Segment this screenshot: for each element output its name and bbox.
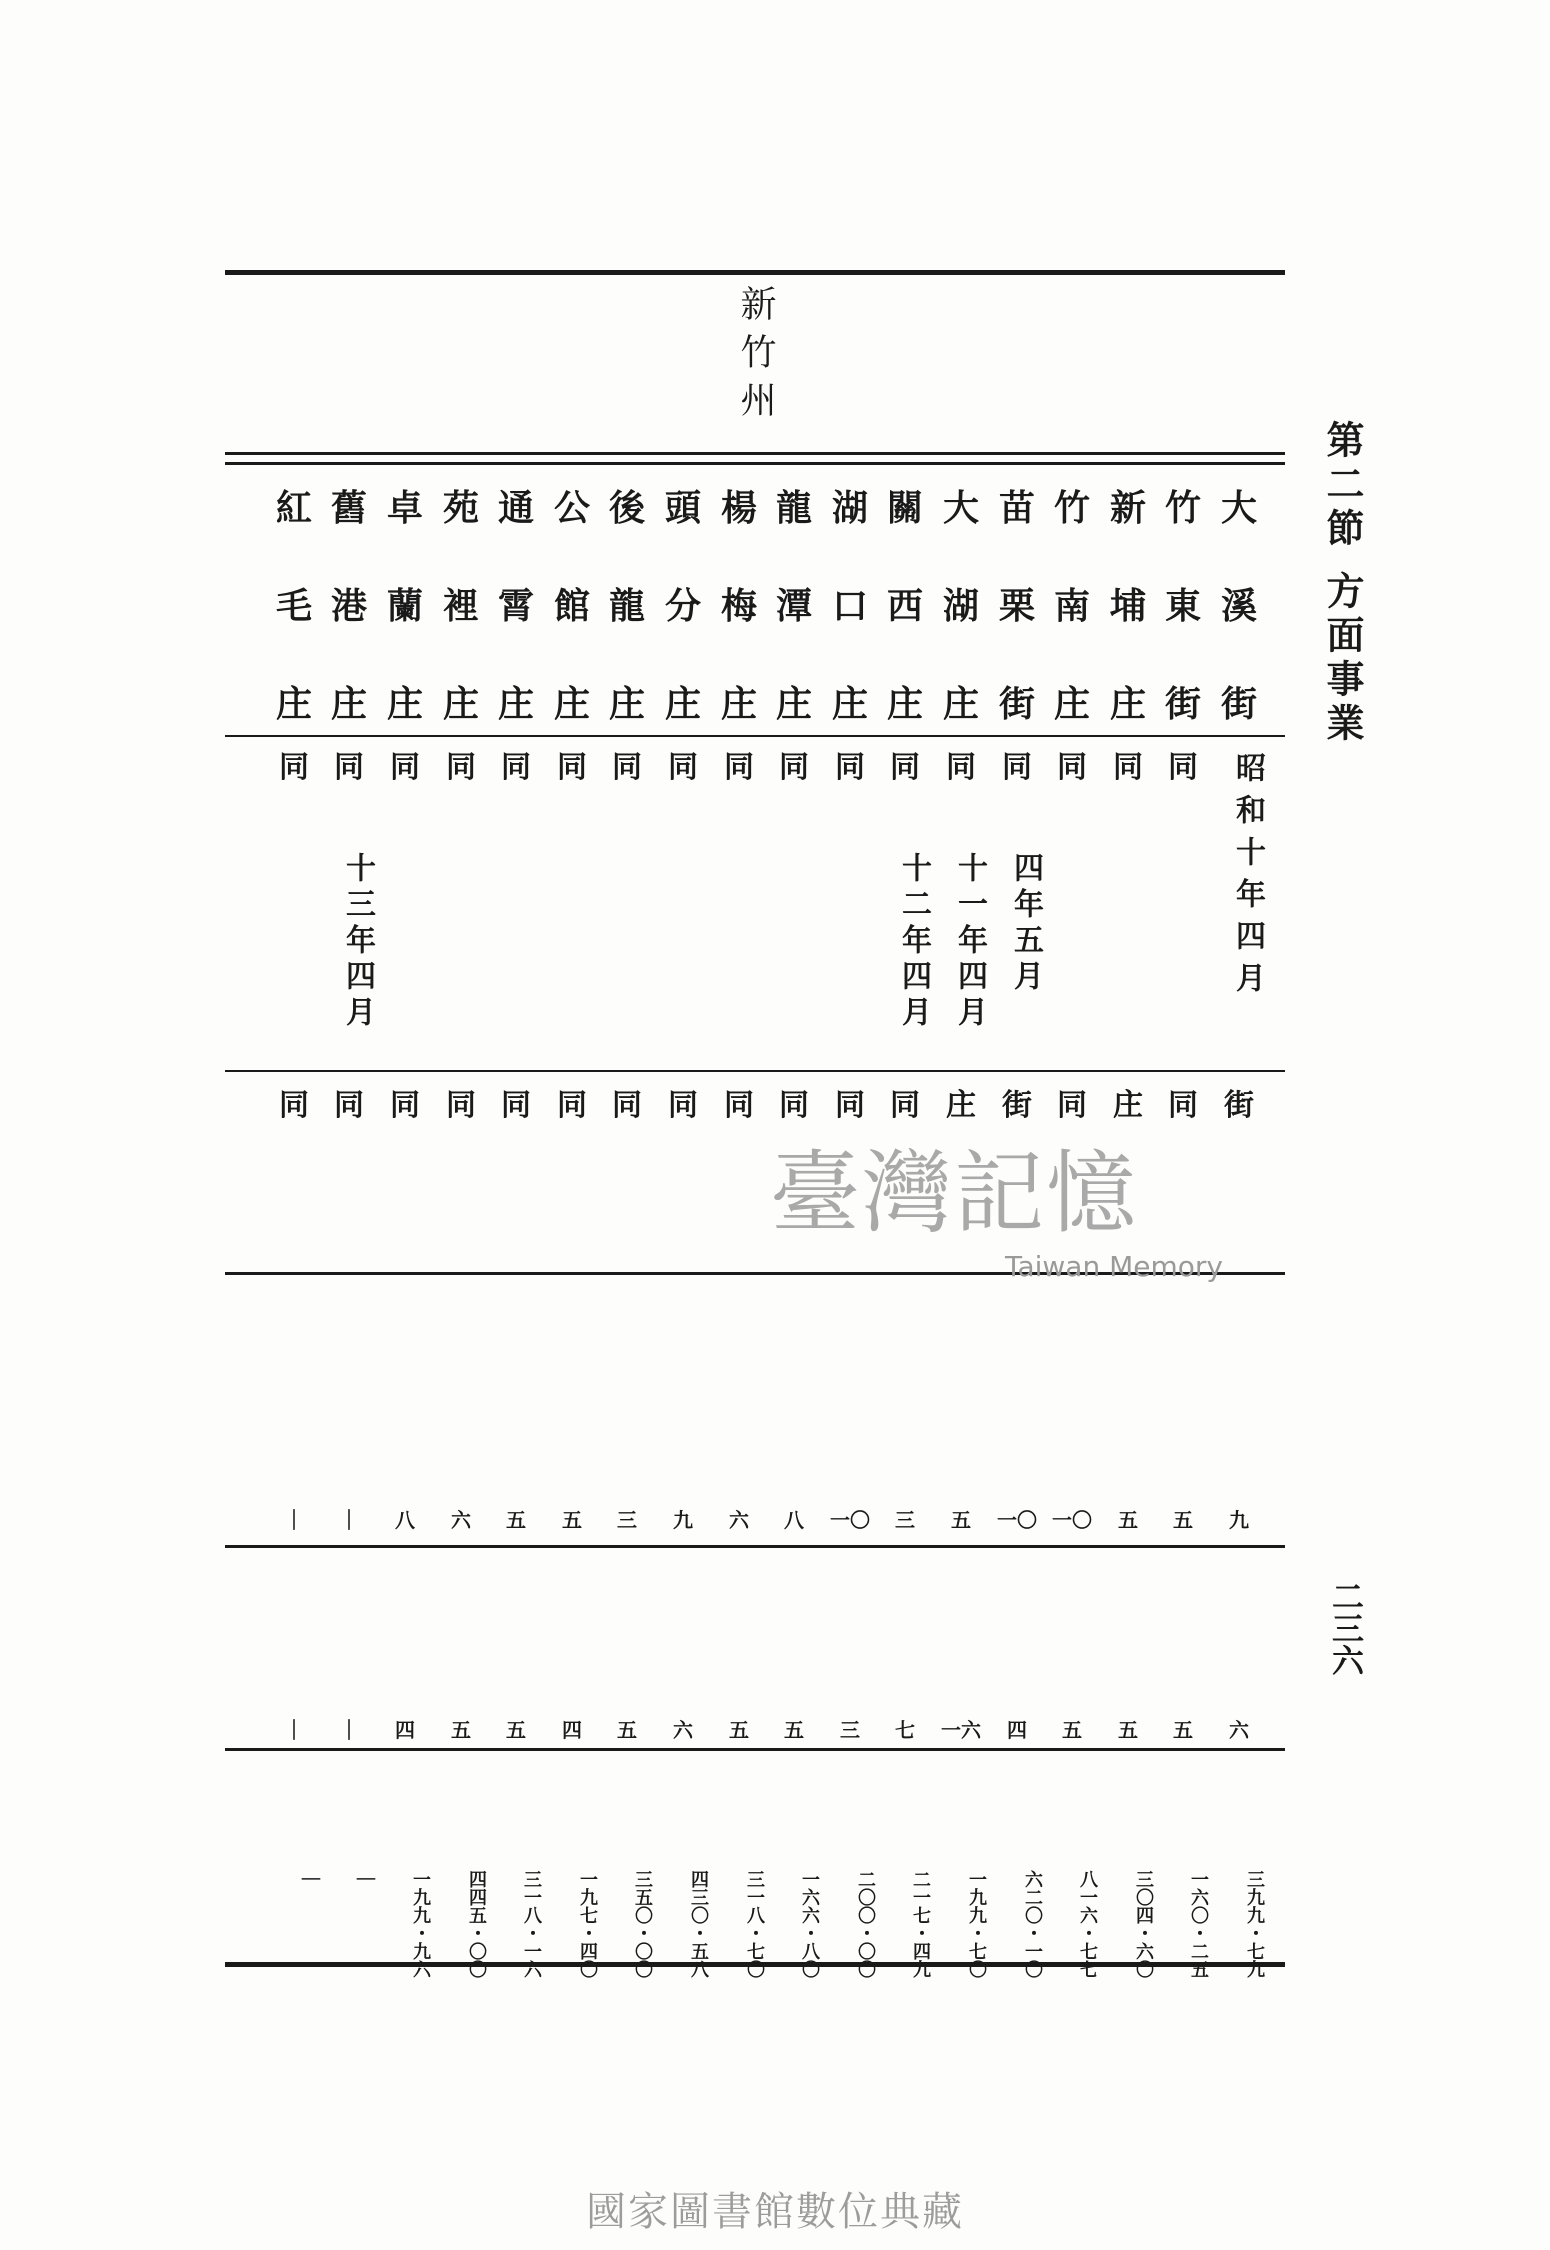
date-cell: 同 (446, 750, 476, 785)
kind-cell: 同 (1168, 1088, 1198, 1123)
count-cell-1: 五 (951, 1508, 971, 1532)
count-cell-2: 五 (729, 1718, 749, 1742)
date-cell: 同 (501, 750, 531, 785)
date-cell: 同 (279, 750, 309, 785)
date-cell: 同 (334, 750, 364, 785)
count-cell-2: 六 (1229, 1718, 1249, 1742)
amount-cell: 一六〇・二五 (1188, 1870, 1209, 1978)
kind-cell: 同 (890, 1088, 920, 1123)
date-cell: 同 (390, 750, 420, 785)
date-cell-detail: 十二年四月 (896, 852, 931, 1032)
kind-cell: 同 (390, 1088, 420, 1123)
watermark-en: Taiwan Memory (1005, 1250, 1223, 1283)
date-rule (225, 1070, 1285, 1072)
amount-cell: 一九七・四〇 (577, 1870, 598, 1978)
kind-cell: 同 (446, 1088, 476, 1123)
place-name: 湖 口 庄 (831, 487, 868, 725)
date-cell: 同 (1168, 750, 1198, 785)
place-name: 頭 分 庄 (664, 487, 701, 725)
count-cell-1: ｜ (339, 1508, 359, 1532)
count-cell-2: 四 (395, 1718, 415, 1742)
amount-cell: 三一八・七〇 (744, 1870, 765, 1978)
count-cell-1: 九 (673, 1508, 693, 1532)
count-cell-1: 八 (784, 1508, 804, 1532)
count-cell-1: 五 (1118, 1508, 1138, 1532)
count-cell-1: 八 (395, 1508, 415, 1532)
amount-cell: 三〇四・六〇 (1133, 1870, 1154, 1978)
place-name: 新 埔 庄 (1109, 487, 1146, 725)
place-name: 楊 梅 庄 (720, 487, 757, 725)
count-cell-2: 五 (1118, 1718, 1138, 1742)
count-cell-1: 一〇 (1052, 1508, 1092, 1532)
region-title: 新竹州 (735, 285, 776, 429)
count-cell-2: 六 (673, 1718, 693, 1742)
num2-rule (225, 1748, 1285, 1751)
kind-cell: 同 (501, 1088, 531, 1123)
count-cell-1: 一〇 (830, 1508, 870, 1532)
count-cell-1: 三 (617, 1508, 637, 1532)
place-name: 通 霄 庄 (497, 487, 534, 725)
kind-cell: 街 (1224, 1088, 1254, 1123)
amount-cell: 八一六・七七 (1077, 1870, 1098, 1978)
date-cell: 同 (1057, 750, 1087, 785)
count-cell-2: 四 (1007, 1718, 1027, 1742)
top-rule (225, 270, 1285, 275)
kind-cell: 同 (279, 1088, 309, 1123)
amount-cell: 六二〇・一〇 (1022, 1870, 1043, 1978)
kind-cell: 同 (835, 1088, 865, 1123)
date-cell: 同 (724, 750, 754, 785)
amount-cell: 四三〇・五八 (688, 1870, 709, 1978)
place-name: 竹 南 庄 (1053, 487, 1090, 725)
count-cell-2: 七 (895, 1718, 915, 1742)
date-cell: 同 (835, 750, 865, 785)
place-name: 舊 港 庄 (330, 487, 367, 725)
amount-cell: ｜ (354, 1870, 375, 1888)
place-name: 公 館 庄 (553, 487, 590, 725)
count-cell-2: 五 (506, 1718, 526, 1742)
kind-cell: 同 (668, 1088, 698, 1123)
amount-cell: 一九九・七〇 (966, 1870, 987, 1978)
place-name: 龍 潭 庄 (775, 487, 812, 725)
date-cell-detail: 十一年四月 (952, 852, 987, 1032)
place-name: 苗 栗 街 (998, 487, 1035, 725)
count-cell-1: ｜ (284, 1508, 304, 1532)
kind-cell: 同 (334, 1088, 364, 1123)
date-cell: 同 (1002, 750, 1032, 785)
kind-cell: 庄 (1113, 1088, 1143, 1123)
place-name: 竹 東 街 (1164, 487, 1201, 725)
date-cell: 同 (779, 750, 809, 785)
place-name: 關 西 庄 (886, 487, 923, 725)
amount-cell: 三九九・七九 (1244, 1870, 1265, 1978)
num1-rule (225, 1545, 1285, 1548)
count-cell-2: 五 (617, 1718, 637, 1742)
date-cell: 同 (1113, 750, 1143, 785)
count-cell-1: 三 (895, 1508, 915, 1532)
amount-cell: 二一七・四九 (910, 1870, 931, 1978)
kind-cell: 同 (1057, 1088, 1087, 1123)
count-cell-1: 六 (451, 1508, 471, 1532)
kind-cell: 同 (612, 1088, 642, 1123)
kind-cell: 同 (557, 1088, 587, 1123)
date-cell: 同 (557, 750, 587, 785)
place-name: 紅 毛 庄 (275, 487, 312, 725)
date-cell: 同 (890, 750, 920, 785)
date-cell-detail: 四年五月 (1008, 852, 1043, 996)
place-name: 後 龍 庄 (608, 487, 645, 725)
date-cell-detail: 十三年四月 (340, 852, 375, 1032)
region-rule-2 (225, 462, 1285, 465)
count-cell-2: 五 (451, 1718, 471, 1742)
count-cell-2: ｜ (339, 1718, 359, 1742)
count-cell-1: 六 (729, 1508, 749, 1532)
date-cell: 同 (612, 750, 642, 785)
count-cell-2: 五 (784, 1718, 804, 1742)
date-cell: 昭和十年四月 (1230, 752, 1265, 1004)
count-cell-2: 五 (1062, 1718, 1082, 1742)
region-rule-1 (225, 452, 1285, 455)
kind-cell: 同 (724, 1088, 754, 1123)
count-cell-2: 五 (1173, 1718, 1193, 1742)
section-header: 第二節 方面事業 (1320, 420, 1365, 748)
kind-cell: 街 (1002, 1088, 1032, 1123)
count-cell-2: ｜ (284, 1718, 304, 1742)
count-cell-1: 五 (506, 1508, 526, 1532)
count-cell-2: 三 (840, 1718, 860, 1742)
amount-cell: 一六六・八〇 (799, 1870, 820, 1978)
place-name: 苑 裡 庄 (442, 487, 479, 725)
footer-archive-label: 國家圖書館數位典藏 (586, 2189, 964, 2235)
count-cell-1: 五 (1173, 1508, 1193, 1532)
count-cell-2: 一六 (941, 1718, 981, 1742)
amount-cell: ｜ (299, 1870, 320, 1888)
date-cell: 同 (946, 750, 976, 785)
kind-cell: 同 (779, 1088, 809, 1123)
amount-cell: 三五〇・〇〇 (632, 1870, 653, 1978)
watermark: 臺灣記憶 (770, 1141, 1138, 1246)
amount-cell: 一九九・九六 (410, 1870, 431, 1978)
count-cell-1: 九 (1229, 1508, 1249, 1532)
place-name: 卓 蘭 庄 (386, 487, 423, 725)
date-cell: 同 (668, 750, 698, 785)
amount-cell: 二〇〇・〇〇 (855, 1870, 876, 1978)
amount-cell: 三一八・一六 (521, 1870, 542, 1978)
amount-cell: 四四五・〇〇 (466, 1870, 487, 1978)
count-cell-1: 五 (562, 1508, 582, 1532)
page-number: 二三六 (1327, 1580, 1365, 1676)
kind-cell: 庄 (946, 1088, 976, 1123)
count-cell-1: 一〇 (997, 1508, 1037, 1532)
count-cell-2: 四 (562, 1718, 582, 1742)
place-name: 大 溪 街 (1220, 487, 1257, 725)
place-name: 大 湖 庄 (942, 487, 979, 725)
